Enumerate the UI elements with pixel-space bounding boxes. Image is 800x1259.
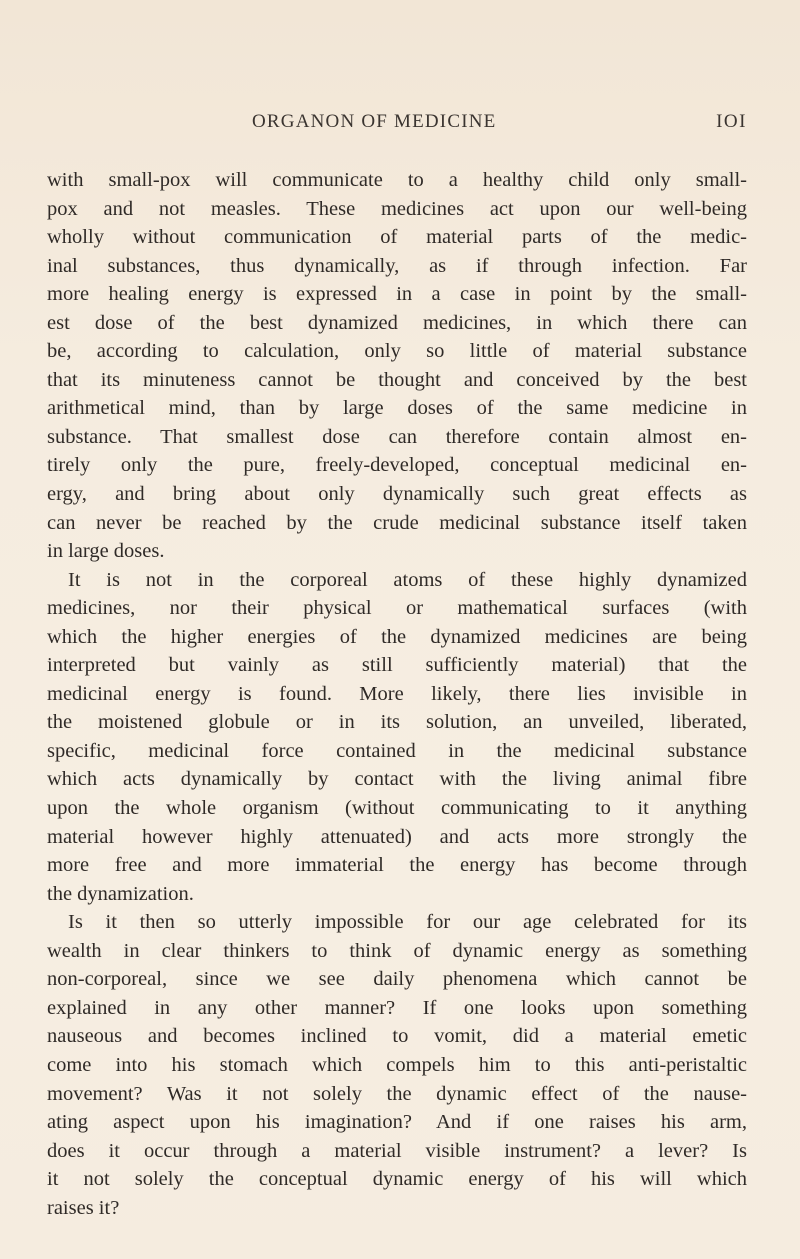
running-head: [252, 111, 747, 137]
text-line: material however highly attenuated) and acts more strongly the: [47, 825, 747, 848]
text-line: which acts dynamically by contact with the living animal fibre: [47, 768, 747, 791]
text-line: the moistened globule or in its solution, an unveiled, liberated,: [47, 711, 747, 734]
text-line: it not solely the conceptual dynamic energy of his will which: [47, 1168, 747, 1191]
text-line: raises it?: [47, 1196, 120, 1219]
text-line: more free and more immaterial the energy has become through: [47, 854, 747, 877]
text-line: It is not in the corporeal atoms of these highly dynamized: [68, 568, 747, 591]
text-line: that its minuteness cannot be thought and conceived by the best: [47, 368, 747, 391]
text-line: ating aspect upon his imagination? And if one raises his arm,: [47, 1111, 747, 1134]
text-line: tirely only the pure, freely-developed, conceptual medicinal en-: [47, 454, 747, 477]
text-line: specific, medicinal force contained in the medicinal substance: [47, 739, 747, 762]
text-line: upon the whole organism (without communicating to it anything: [47, 797, 747, 820]
text-line: Is it then so utterly impossible for our age celebrated for its: [68, 911, 747, 934]
text-line: explained in any other manner? If one looks upon something: [47, 996, 747, 1019]
text-line: be, according to calculation, only so little of material substance: [47, 340, 747, 363]
text-line: substance. That smallest dose can therefore contain almost en-: [47, 425, 747, 448]
text-line: ergy, and bring about only dynamically such great effects as: [47, 483, 747, 506]
paragraph: [47, 566, 747, 909]
text-line: nauseous and becomes inclined to vomit, did a material emetic: [47, 1025, 747, 1048]
text-line: wholly without communication of material parts of the medic-: [47, 226, 747, 249]
text-line: movement? Was it not solely the dynamic effect of the nause-: [47, 1082, 747, 1105]
text-line: est dose of the best dynamized medicines, in which there can: [47, 311, 747, 334]
text-line: medicinal energy is found. More likely, there lies invisible in: [47, 682, 747, 705]
body-text: [47, 166, 747, 1222]
text-line: does it occur through a material visible instrument? a lever? Is: [47, 1139, 747, 1162]
text-line: medicines, nor their physical or mathematical surfaces (with: [47, 597, 747, 620]
text-line: more healing energy is expressed in a case in point by the small-: [47, 283, 747, 306]
page-number: IOI: [716, 111, 747, 132]
text-line: inal substances, thus dynamically, as if through infection. Far: [47, 254, 747, 277]
text-line: non-corporeal, since we see daily phenomena which cannot be: [47, 968, 747, 991]
text-line: pox and not measles. These medicines act upon our well-being: [47, 197, 747, 220]
text-line: with small-pox will communicate to a healthy child only small-: [47, 169, 747, 191]
text-line: wealth in clear thinkers to think of dynamic energy as something: [47, 939, 747, 962]
text-line: can never be reached by the crude medicinal substance itself taken: [47, 511, 747, 534]
text-line: in large doses.: [47, 540, 165, 563]
text-line: interpreted but vainly as still sufficiently material) that the: [47, 654, 747, 677]
text-line: arithmetical mind, than by large doses of the same medicine in: [47, 397, 747, 420]
text-line: which the higher energies of the dynamized medicines are being: [47, 625, 747, 648]
paragraph: [47, 166, 747, 566]
paragraph: [47, 908, 747, 1222]
text-line: the dynamization.: [47, 882, 194, 905]
running-head-title: ORGANON OF MEDICINE: [252, 111, 497, 132]
text-line: come into his stomach which compels him to this anti-peristaltic: [47, 1053, 747, 1076]
